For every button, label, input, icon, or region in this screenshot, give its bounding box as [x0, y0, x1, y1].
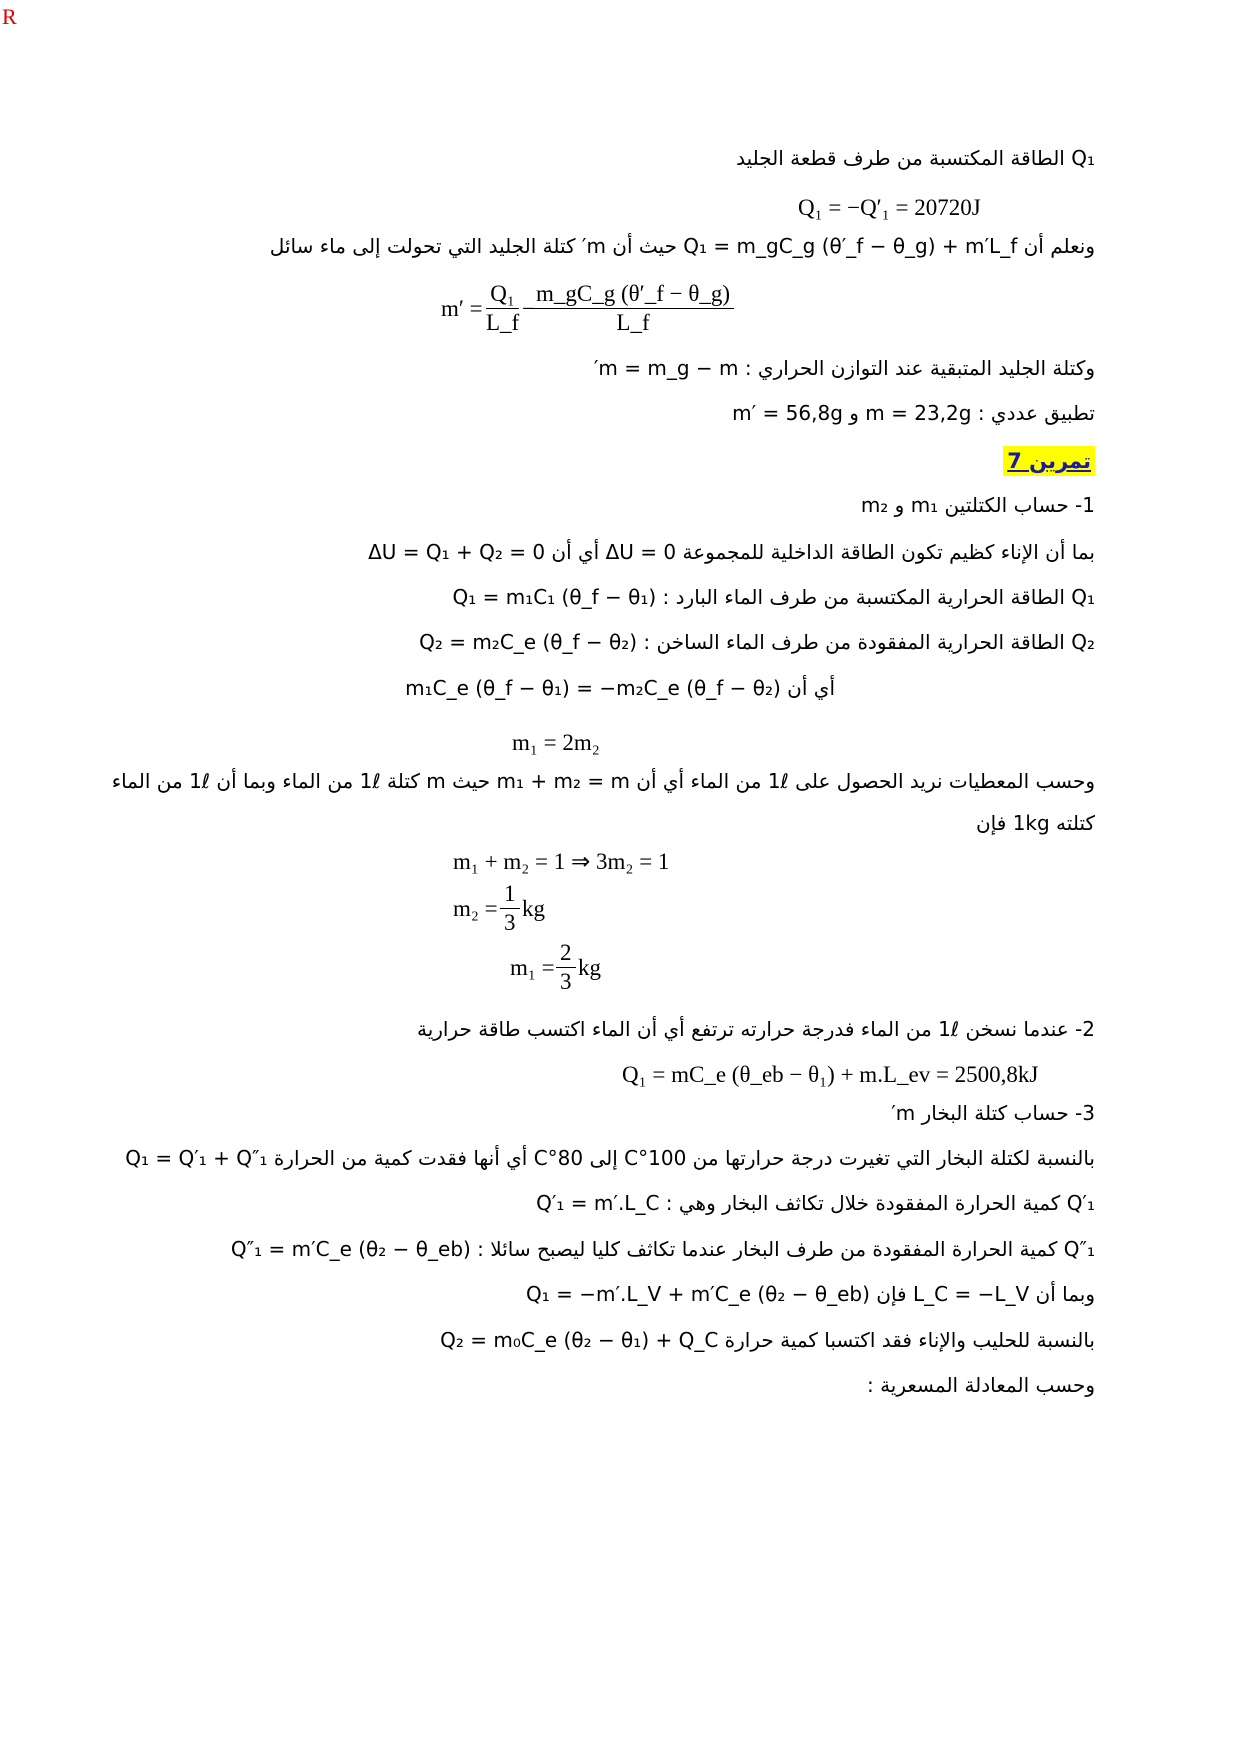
fraction-numerator: m_gC_g (θ′_f − θ_g) — [532, 280, 734, 309]
equation-line: m₁ + m₂ = 1 ⇒ 3m₂ = 1 — [453, 849, 670, 874]
text-line: 2- عندما نسخن 1ℓ من الماء فدرجة حرارته ترتفع أي أن الماء اكتسب طاقة حرارية — [416, 1017, 1095, 1041]
unit-label: kg — [522, 896, 545, 921]
text-line: Q″₁ كمية الحرارة المفقودة من طرف البخار عندما تكاثف كليا ليصبح سائلا : Q″₁ = m′C_e (θ₂ − θ_eb) — [230, 1237, 1095, 1261]
fraction — [532, 280, 734, 337]
fraction-denominator: L_f — [486, 310, 520, 335]
equation-line: m₁ = 2m₂ — [512, 730, 600, 755]
text-line: 3- حساب كتلة البخار m′ — [891, 1101, 1095, 1125]
equation-lhs: m₁ = — [510, 955, 555, 980]
text-line: أي أن m₁C_e (θ_f − θ₁) = −m₂C_e (θ_f − θ₂) — [405, 676, 835, 700]
fraction-numerator: 1 — [500, 880, 520, 909]
fraction-numerator: Q₁ — [486, 280, 519, 309]
text-line: وبما أن L_C = −L_V فإن Q₁ = −m′.L_V + m′C_e (θ₂ − θ_eb) — [526, 1282, 1095, 1306]
minus-sign: − — [522, 296, 535, 321]
equation-lhs: m′ = — [441, 296, 483, 321]
text-line: Q′₁ كمية الحرارة المفقودة خلال تكاثف البخار وهي : Q′₁ = m′.L_C — [536, 1191, 1095, 1215]
fraction — [486, 280, 519, 337]
equation-line: Q₁ = mC_e (θ_eb − θ₁) + m.L_ev = 2500,8kJ — [622, 1062, 1039, 1087]
exercise-heading: تمرين 7 — [1003, 446, 1095, 476]
text-line: بالنسبة للحليب والإناء فقد اكتسبا كمية حرارة Q₂ = m₀C_e (θ₂ − θ₁) + Q_C — [440, 1328, 1095, 1352]
text-line: Q₁ الطاقة الحرارية المكتسبة من طرف الماء البارد : Q₁ = m₁C₁ (θ_f − θ₁) — [452, 585, 1095, 609]
corner-mark: R — [2, 4, 17, 29]
equation-lhs: m₂ = — [453, 896, 498, 921]
text-line: كتلته 1kg فإن — [975, 811, 1095, 835]
fraction-denominator: 3 — [504, 910, 516, 935]
text-line: بما أن الإناء كظيم تكون الطاقة الداخلية للمجموعة ΔU = 0 أي أن ΔU = Q₁ + Q₂ = 0 — [368, 540, 1095, 564]
text-line: 1- حساب الكتلتين m₁ و m₂ — [860, 493, 1095, 517]
text-line: وحسب المعطيات نريد الحصول على 1ℓ من الماء أي أن m₁ + m₂ = m حيث m كتلة 1ℓ من الماء وبما أن 1ℓ من الماء — [111, 769, 1095, 793]
fraction-denominator: L_f — [616, 310, 650, 335]
text-line: تطبيق عددي : m = 23,2g و m′ = 56,8g — [732, 401, 1095, 425]
unit-label: kg — [578, 955, 601, 980]
fraction — [500, 880, 520, 937]
text-line: ونعلم أن Q₁ = m_gC_g (θ′_f − θ_g) + m′L_f حيث أن m′ كتلة الجليد التي تحولت إلى ماء سائل — [269, 234, 1095, 258]
text-line: Q₂ الطاقة الحرارية المفقودة من طرف الماء الساخن : Q₂ = m₂C_e (θ_f − θ₂) — [419, 630, 1095, 654]
text-line: بالنسبة لكتلة البخار التي تغيرت درجة حرارتها من 100°C إلى 80°C أي أنها فقدت كمية من الحرارة Q₁ = Q′₁ + Q″₁ — [125, 1146, 1095, 1170]
equation-line: Q₁ = −Q′₁ = 20720J — [798, 195, 981, 220]
fraction-numerator: 2 — [556, 939, 576, 968]
text-line: وكتلة الجليد المتبقية عند التوازن الحراري : m = m_g − m′ — [593, 356, 1095, 380]
text-line: Q₁ الطاقة المكتسبة من طرف قطعة الجليد — [736, 146, 1095, 170]
fraction — [556, 939, 576, 996]
text-line: وحسب المعادلة المسعرية : — [866, 1373, 1095, 1397]
fraction-denominator: 3 — [560, 969, 572, 994]
